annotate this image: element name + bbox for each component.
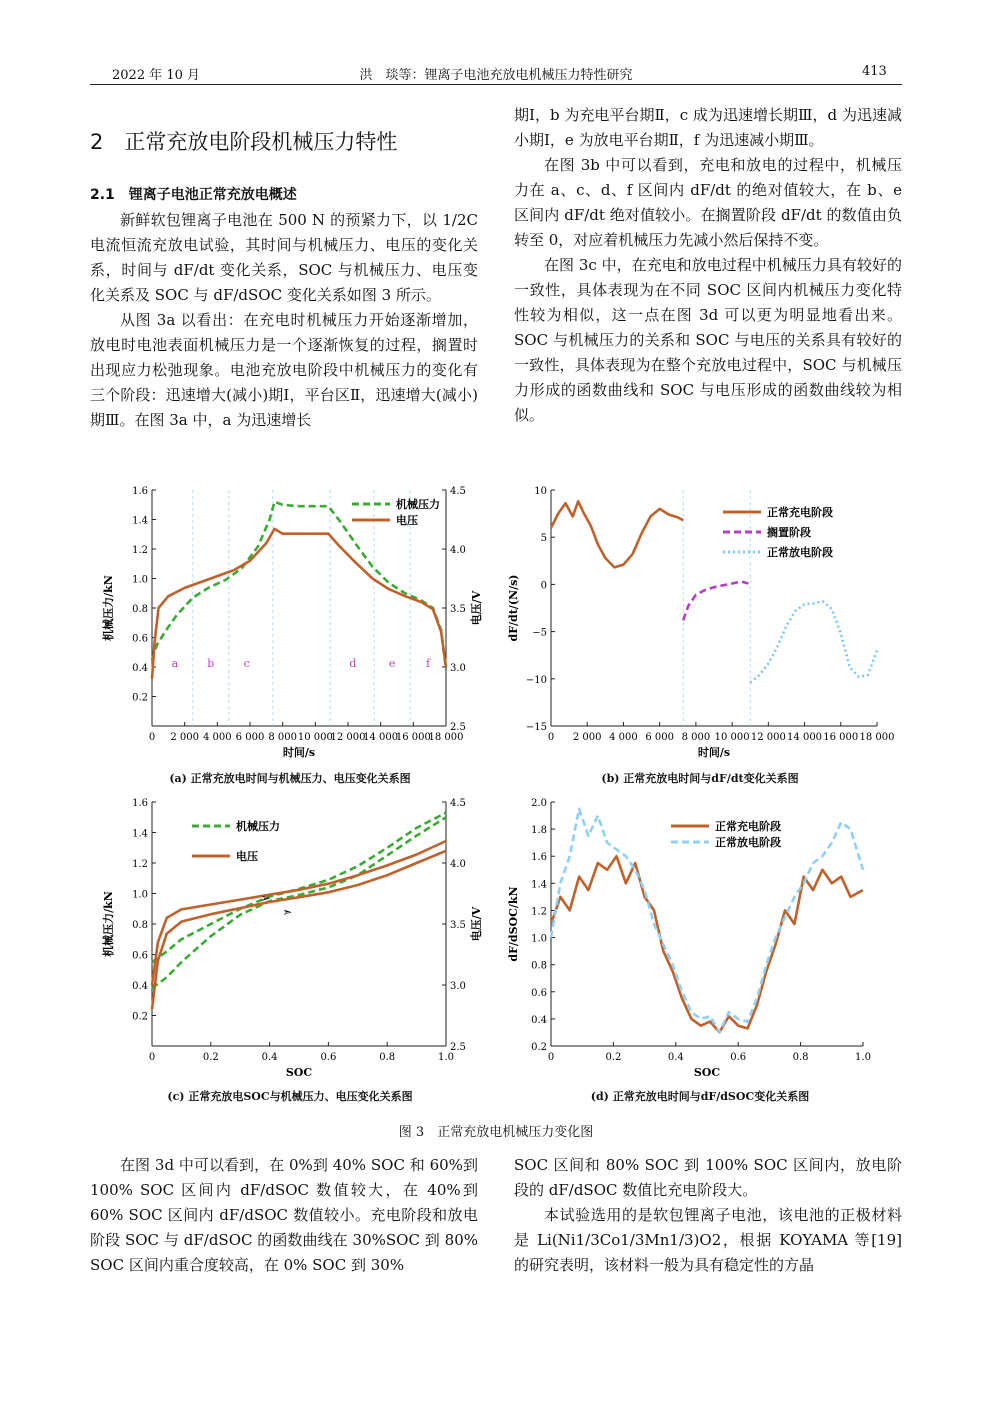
x-tick-label: 16 000: [395, 732, 431, 743]
series-line: [683, 582, 748, 621]
y-tick-label: 1.0: [132, 574, 148, 586]
y-tick-label: 1.4: [132, 515, 148, 527]
y-axis-label: 机械压力/kN: [102, 891, 115, 957]
subsection-title: 2.1 锂离子电池正常充放电概述: [90, 187, 297, 203]
y-tick-label: 0.8: [531, 960, 547, 972]
y2-tick-label: 4.0: [450, 545, 466, 556]
x-tick-label: 8 000: [681, 732, 711, 743]
direction-arrow: ➢: [260, 891, 271, 906]
x-tick-label: 0.8: [792, 1052, 809, 1063]
y2-tick-label: 2.5: [450, 722, 466, 733]
x-tick-label: 0.4: [667, 1052, 684, 1063]
y-tick-label: 1.4: [531, 879, 547, 891]
chart-d: [505, 790, 895, 1090]
y2-tick-label: 4.5: [450, 486, 466, 497]
y-tick-label: 1.2: [132, 859, 148, 870]
chart-c-caption: (c) 正常充放电SOC与机械压力、电压变化关系图: [167, 1090, 413, 1103]
y-tick-label: −15: [525, 722, 547, 733]
y-tick-label: 0.4: [132, 981, 148, 992]
x-tick-label: 8 000: [268, 732, 297, 743]
chart-c: [100, 790, 483, 1090]
legend-label: 正常充电阶段: [715, 820, 781, 833]
y-tick-label: 0.2: [531, 1042, 547, 1053]
legend-label: 搁置阶段: [767, 526, 811, 539]
x-tick-label: 2 000: [572, 732, 602, 743]
paragraph: 在图 3d 中可以看到，在 0%到 40% SOC 和 60%到 100% SOC 区间内 dF/dSOC 数值较大，在 40%到 60% SOC 区间内 dF/dSOC 数值较小。充电阶段和放电阶段 SOC 与 dF/dSOC 的函数曲线在 30%SOC 到 80% SOC 区间内重合度较高，在 0% SOC 到 30%: [90, 1156, 478, 1274]
x-tick-label: 0: [148, 732, 156, 743]
y-axis-label: dF/dSOC/kN: [507, 886, 520, 962]
y-tick-label: 1.0: [132, 889, 148, 901]
x-tick-label: 0.2: [202, 1052, 219, 1063]
y-tick-label: 10: [534, 486, 547, 497]
x-axis-label: SOC: [693, 1066, 721, 1079]
x-tick-label: 12 000: [330, 732, 366, 743]
x-tick-label: 12 000: [750, 732, 786, 743]
x-tick-label: 18 000: [428, 732, 464, 743]
series-line: [152, 813, 446, 962]
x-tick-label: 0: [148, 1052, 156, 1063]
legend-label: 机械压力: [236, 820, 280, 833]
series-line: [551, 856, 863, 1032]
x-tick-label: 4 000: [609, 732, 638, 743]
y-tick-label: 1.6: [531, 852, 547, 864]
y-axis-label: dF/dt/(N/s): [507, 574, 520, 642]
chart-d-caption: (d) 正常充放电时间与dF/dSOC变化关系图: [590, 1090, 810, 1103]
paragraph: 期Ⅰ，b 为充电平台期Ⅱ，c 成为迅速增长期Ⅲ，d 为迅速减小期Ⅰ，e 为放电平台期Ⅱ，f 为迅速减小期Ⅲ。: [514, 106, 902, 149]
page-number: 413: [862, 64, 887, 79]
figure-caption: 图 3 正常充放电机械压力变化图: [398, 1125, 594, 1140]
series-line: [551, 501, 683, 567]
right-column-bottom: [514, 1153, 902, 1278]
x-tick-label: 14 000: [363, 732, 399, 743]
y-tick-label: 0.4: [132, 663, 148, 674]
y-tick-label: 1.8: [531, 825, 547, 837]
y2-tick-label: 4.5: [450, 798, 466, 809]
legend-label: 机械压力: [396, 498, 440, 511]
x-tick-label: 1.0: [855, 1052, 871, 1063]
x-tick-label: 0: [547, 1052, 555, 1063]
y-tick-label: 0.8: [132, 604, 148, 615]
x-tick-label: 0.6: [730, 1052, 747, 1063]
legend-label: 正常放电阶段: [767, 546, 833, 559]
y-tick-label: 1.6: [132, 486, 148, 497]
chart-b: [505, 478, 895, 768]
x-tick-label: 0.4: [261, 1052, 278, 1063]
direction-arrow: ➣: [282, 904, 293, 919]
y2-tick-label: 2.5: [450, 1042, 466, 1053]
y2-tick-label: 3.0: [450, 981, 466, 992]
header-rule: [90, 84, 902, 85]
left-column-top: [90, 100, 478, 433]
x-tick-label: 10 000: [297, 732, 333, 743]
chart-b-caption: (b) 正常充放电时间与dF/dt变化关系图: [601, 772, 799, 785]
region-label: f: [425, 657, 431, 670]
legend-label: 电压: [236, 850, 258, 863]
y-tick-label: 0.6: [531, 987, 547, 999]
y-tick-label: 0.6: [132, 950, 148, 962]
paragraph: 在图 3b 中可以看到，充电和放电的过程中，机械压力在 a、c、d、f 区间内 dF/dt 的绝对值较大，在 b、e 区间内 dF/dt 绝对值较小。在搁置阶段 dF/dt 的数值由负转至 0，对应着机械压力先减小然后保持不变。: [514, 156, 902, 249]
y2-tick-label: 3.5: [450, 604, 466, 615]
region-label: e: [388, 657, 396, 670]
paragraph: 在图 3c 中，在充电和放电过程中机械压力具有较好的一致性，具体表现为在不同 SOC 区间内机械压力变化特性较为相似，这一点在图 3d 可以更为明显地看出来。SOC 与机械压力的关系和 SOC 与电压的关系具有较好的一致性，具体表现为在整个充放电过程中，SOC 与机械压力形成的函数曲线和 SOC 与电压形成的函数曲线较为相似。: [514, 256, 902, 424]
x-axis-label: SOC: [285, 1066, 313, 1079]
y-tick-label: 2.0: [531, 798, 547, 809]
x-tick-label: 18 000: [859, 732, 895, 743]
x-tick-label: 6 000: [645, 732, 674, 743]
y-tick-label: 0.8: [132, 920, 148, 931]
y-tick-label: 1.2: [531, 906, 547, 918]
y-tick-label: 1.6: [132, 798, 148, 809]
x-tick-label: 0.2: [605, 1052, 622, 1063]
region-label: b: [207, 657, 215, 670]
series-line: [152, 529, 446, 679]
right-column-top: [514, 103, 902, 428]
paragraph: 新鲜软包锂离子电池在 500 N 的预紧力下，以 1/2C 电流恒流充放电试验，其时间与机械压力、电压的变化关系，时间与 dF/dt 变化关系，SOC 与机械压力、电压变化关系及 SOC 与 dF/dSOC 变化关系如图 3 所示。: [90, 211, 478, 304]
y-tick-label: 5: [540, 533, 547, 545]
y-tick-label: 1.4: [132, 828, 148, 840]
x-tick-label: 0.6: [320, 1052, 337, 1063]
y-tick-label: 1.2: [132, 545, 148, 556]
series-line: [152, 841, 446, 985]
y-axis-label: 机械压力/kN: [102, 575, 115, 641]
x-tick-label: 6 000: [235, 732, 265, 743]
x-tick-label: 14 000: [787, 732, 823, 743]
region-label: c: [243, 657, 250, 670]
y-tick-label: 0.4: [531, 1014, 547, 1026]
y2-tick-label: 3.5: [450, 920, 466, 931]
y2-tick-label: 3.0: [450, 663, 466, 674]
y2-axis-label: 电压/V: [470, 906, 483, 942]
y2-tick-label: 4.0: [450, 859, 466, 870]
y2-axis-label: 电压/V: [470, 590, 483, 626]
legend-label: 正常充电阶段: [767, 506, 833, 519]
y-tick-label: 0: [540, 580, 547, 592]
x-tick-label: 10 000: [714, 732, 750, 743]
x-tick-label: 16 000: [823, 732, 859, 743]
legend-label: 电压: [396, 514, 418, 527]
x-tick-label: 0.8: [379, 1052, 396, 1063]
legend-label: 正常放电阶段: [715, 836, 781, 849]
header-title: 洪 琰等：锂离子电池充放电机械压力特性研究: [359, 68, 633, 83]
series-line: [152, 502, 446, 670]
series-line: [152, 817, 446, 988]
paragraph: 本试验选用的是软包锂离子电池，该电池的正极材料是 Li(Ni1/3Co1/3Mn1/3)O2，根据 KOYAMA 等[19]的研究表明，该材料一般为具有稳定性的方晶: [514, 1206, 902, 1274]
left-column-bottom: [90, 1153, 478, 1278]
region-label: d: [349, 657, 357, 670]
section-title: 2 正常充放电阶段机械压力特性: [90, 130, 398, 154]
chart-a: [100, 478, 483, 768]
x-tick-label: 4 000: [203, 732, 232, 743]
y-tick-label: −5: [532, 627, 547, 639]
paragraph: SOC 区间和 80% SOC 到 100% SOC 区间内，放电阶段的 dF/dSOC 数值比充电阶段大。: [514, 1156, 902, 1199]
y-tick-label: 0.2: [132, 1011, 148, 1023]
chart-a-caption: (a) 正常充放电时间与机械压力、电压变化关系图: [169, 772, 411, 785]
x-tick-label: 1.0: [438, 1052, 454, 1063]
y-tick-label: 0.6: [132, 633, 148, 645]
series-line: [750, 601, 877, 682]
region-label: a: [171, 657, 179, 670]
x-axis-label: 时间/s: [697, 746, 731, 759]
x-tick-label: 0: [547, 732, 555, 743]
y-tick-label: −10: [525, 674, 547, 686]
x-tick-label: 2 000: [170, 732, 199, 743]
series-line: [152, 851, 446, 1010]
x-axis-label: 时间/s: [282, 746, 316, 759]
paragraph: 从图 3a 以看出：在充电时机械压力开始逐渐增加，放电时电池表面机械压力是一个逐渐恢复的过程，搁置时出现应力松弛现象。电池充放电阶段中机械压力的变化有三个阶段：迅速增大(减小)期Ⅰ，平台区Ⅱ，迅速增大(减小)期Ⅲ。在图 3a 中，a 为迅速增长: [90, 311, 478, 429]
y-tick-label: 0.2: [132, 692, 148, 704]
y-tick-label: 1.0: [531, 933, 547, 945]
header-date: 2022 年 10 月: [112, 68, 201, 83]
